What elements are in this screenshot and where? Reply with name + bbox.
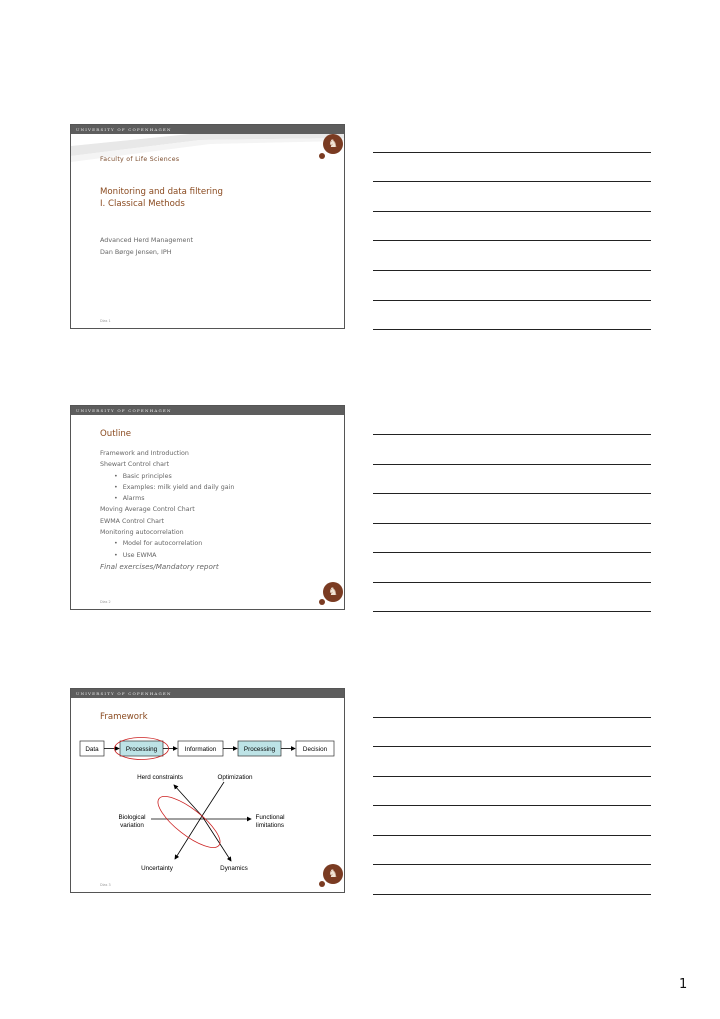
slide-number: Dias 3	[100, 883, 111, 887]
note-line	[373, 552, 651, 553]
highlight-ellipse	[151, 788, 227, 855]
label-functional-2: limitations	[256, 822, 284, 829]
faculty-name: Faculty of Life Sciences	[100, 156, 180, 163]
title-line-1: Monitoring and data filtering	[100, 187, 223, 197]
note-line	[373, 611, 651, 612]
flow-label-information: Information	[184, 746, 217, 753]
outline-item: Framework and Introduction	[100, 450, 189, 457]
note-line	[373, 864, 651, 865]
note-line	[373, 746, 651, 747]
slide-number: Dias 2	[100, 600, 111, 604]
framework-diagram	[71, 689, 345, 893]
outline-subitem: • Use EWMA	[100, 550, 330, 561]
label-dynamics: Dynamics	[220, 865, 248, 872]
note-line	[373, 152, 651, 153]
course-name: Advanced Herd Management	[100, 236, 194, 244]
label-optimization: Optimization	[217, 774, 253, 781]
slide-title: Outline	[100, 429, 132, 439]
university-bar: UNIVERSITY OF COPENHAGEN	[71, 406, 344, 415]
note-line	[373, 776, 651, 777]
slide-number: Dias 1	[100, 319, 111, 323]
slide-1	[70, 124, 345, 329]
note-line	[373, 835, 651, 836]
flow-label-data: Data	[85, 746, 99, 753]
note-line	[373, 582, 651, 583]
outline-item: Moving Average Control Chart	[100, 506, 195, 514]
note-line	[373, 717, 651, 718]
outline-item: Monitoring autocorrelation	[100, 529, 184, 537]
outline-subitem: • Basic principles	[100, 471, 330, 482]
university-seal-icon: ♞	[323, 582, 343, 602]
note-line	[373, 270, 651, 271]
label-functional-1: Functional	[255, 814, 285, 821]
note-line	[373, 211, 651, 212]
flow-row	[80, 738, 334, 760]
outline-subitem: • Examples: milk yield and daily gain	[100, 482, 330, 493]
university-bar: UNIVERSITY OF COPENHAGEN	[71, 689, 344, 698]
note-line	[373, 240, 651, 241]
axis-line	[202, 782, 224, 816]
seal-dot	[319, 153, 325, 159]
note-line	[373, 329, 651, 330]
title-line-2: I. Classical Methods	[100, 199, 185, 209]
note-line	[373, 464, 651, 465]
note-line	[373, 493, 651, 494]
outline-subitem: • Alarms	[100, 493, 330, 504]
note-line	[373, 805, 651, 806]
page-number: 1	[679, 977, 688, 992]
outline-item: EWMA Control Chart	[100, 517, 165, 525]
outline-item: Final exercises/Mandatory report	[100, 561, 219, 571]
slide-2	[70, 405, 345, 610]
note-line	[373, 300, 651, 301]
factors-diagram	[119, 774, 285, 872]
label-biological-1: Biological	[118, 814, 146, 821]
flow-label-processing-1: Processing	[125, 746, 158, 753]
label-herd-constraints: Herd constraints	[137, 774, 183, 781]
author-name: Dan Børge Jensen, IPH	[100, 248, 172, 256]
university-seal-icon: ♞	[323, 864, 343, 884]
university-bar: UNIVERSITY OF COPENHAGEN	[71, 125, 344, 134]
note-line	[373, 434, 651, 435]
seal-dot	[319, 599, 325, 605]
slide-title	[100, 186, 223, 210]
outline-item: Shewart Control chart	[100, 461, 170, 469]
note-line	[373, 181, 651, 182]
note-line	[373, 894, 651, 895]
note-line	[373, 523, 651, 524]
flow-label-decision: Decision	[302, 746, 328, 753]
seal-dot	[319, 881, 325, 887]
outline-list	[100, 448, 330, 572]
axis-line	[202, 816, 231, 861]
slide-title: Framework	[100, 712, 148, 722]
flow-label-processing-2: Processing	[243, 746, 276, 753]
label-uncertainty: Uncertainty	[141, 865, 173, 872]
slide-3	[70, 688, 345, 893]
outline-subitem: • Model for autocorrelation	[100, 538, 330, 549]
university-seal-icon: ♞	[323, 134, 343, 154]
label-biological-2: variation	[120, 822, 144, 829]
